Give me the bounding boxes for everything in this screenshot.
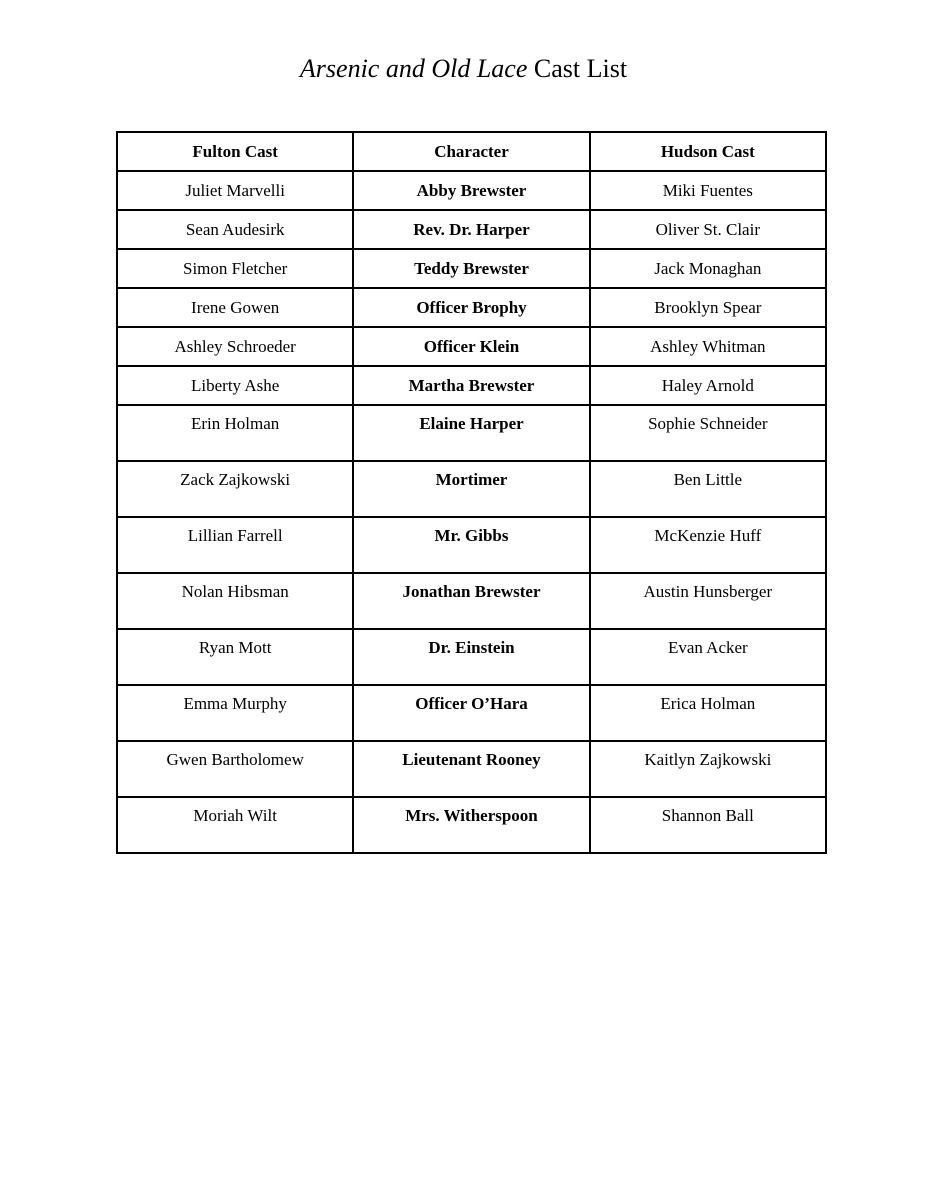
hudson-cast-cell: Haley Arnold xyxy=(590,366,826,405)
hudson-cast-cell: Oliver St. Clair xyxy=(590,210,826,249)
character-cell: Officer Brophy xyxy=(353,288,589,327)
fulton-cast-cell: Irene Gowen xyxy=(117,288,353,327)
hudson-cast-cell: Miki Fuentes xyxy=(590,171,826,210)
fulton-cast-cell: Gwen Bartholomew xyxy=(117,741,353,797)
fulton-cast-cell: Simon Fletcher xyxy=(117,249,353,288)
table-row xyxy=(117,288,826,327)
character-cell: Officer O’Hara xyxy=(353,685,589,741)
fulton-cast-cell: Sean Audesirk xyxy=(117,210,353,249)
table-header-row xyxy=(117,132,826,171)
fulton-cast-cell: Juliet Marvelli xyxy=(117,171,353,210)
hudson-cast-cell: Shannon Ball xyxy=(590,797,826,853)
page-title xyxy=(0,52,927,86)
hudson-cast-cell: Brooklyn Spear xyxy=(590,288,826,327)
header-fulton-cast: Fulton Cast xyxy=(117,132,353,171)
character-cell: Martha Brewster xyxy=(353,366,589,405)
table-row xyxy=(117,327,826,366)
table-row xyxy=(117,249,826,288)
character-cell: Abby Brewster xyxy=(353,171,589,210)
header-hudson-cast: Hudson Cast xyxy=(590,132,826,171)
cast-table xyxy=(116,131,827,854)
fulton-cast-cell: Moriah Wilt xyxy=(117,797,353,853)
hudson-cast-cell: Evan Acker xyxy=(590,629,826,685)
table-row xyxy=(117,629,826,685)
fulton-cast-cell: Ryan Mott xyxy=(117,629,353,685)
header-character: Character xyxy=(353,132,589,171)
fulton-cast-cell: Erin Holman xyxy=(117,405,353,461)
character-cell: Mr. Gibbs xyxy=(353,517,589,573)
hudson-cast-cell: Austin Hunsberger xyxy=(590,573,826,629)
hudson-cast-cell: Sophie Schneider xyxy=(590,405,826,461)
hudson-cast-cell: Ashley Whitman xyxy=(590,327,826,366)
table-row xyxy=(117,210,826,249)
fulton-cast-cell: Liberty Ashe xyxy=(117,366,353,405)
character-cell: Elaine Harper xyxy=(353,405,589,461)
character-cell: Lieutenant Rooney xyxy=(353,741,589,797)
fulton-cast-cell: Nolan Hibsman xyxy=(117,573,353,629)
table-row xyxy=(117,573,826,629)
character-cell: Dr. Einstein xyxy=(353,629,589,685)
table-row xyxy=(117,405,826,461)
table-row xyxy=(117,797,826,853)
character-cell: Teddy Brewster xyxy=(353,249,589,288)
character-cell: Mrs. Witherspoon xyxy=(353,797,589,853)
hudson-cast-cell: Jack Monaghan xyxy=(590,249,826,288)
hudson-cast-cell: Kaitlyn Zajkowski xyxy=(590,741,826,797)
fulton-cast-cell: Emma Murphy xyxy=(117,685,353,741)
fulton-cast-cell: Zack Zajkowski xyxy=(117,461,353,517)
title-suffix: Cast List xyxy=(527,54,628,83)
table-row xyxy=(117,366,826,405)
hudson-cast-cell: McKenzie Huff xyxy=(590,517,826,573)
table-row xyxy=(117,171,826,210)
character-cell: Jonathan Brewster xyxy=(353,573,589,629)
hudson-cast-cell: Erica Holman xyxy=(590,685,826,741)
table-row xyxy=(117,517,826,573)
character-cell: Rev. Dr. Harper xyxy=(353,210,589,249)
table-row xyxy=(117,741,826,797)
fulton-cast-cell: Lillian Farrell xyxy=(117,517,353,573)
hudson-cast-cell: Ben Little xyxy=(590,461,826,517)
fulton-cast-cell: Ashley Schroeder xyxy=(117,327,353,366)
play-title: Arsenic and Old Lace xyxy=(299,54,528,83)
character-cell: Officer Klein xyxy=(353,327,589,366)
table-row xyxy=(117,461,826,517)
character-cell: Mortimer xyxy=(353,461,589,517)
table-row xyxy=(117,685,826,741)
